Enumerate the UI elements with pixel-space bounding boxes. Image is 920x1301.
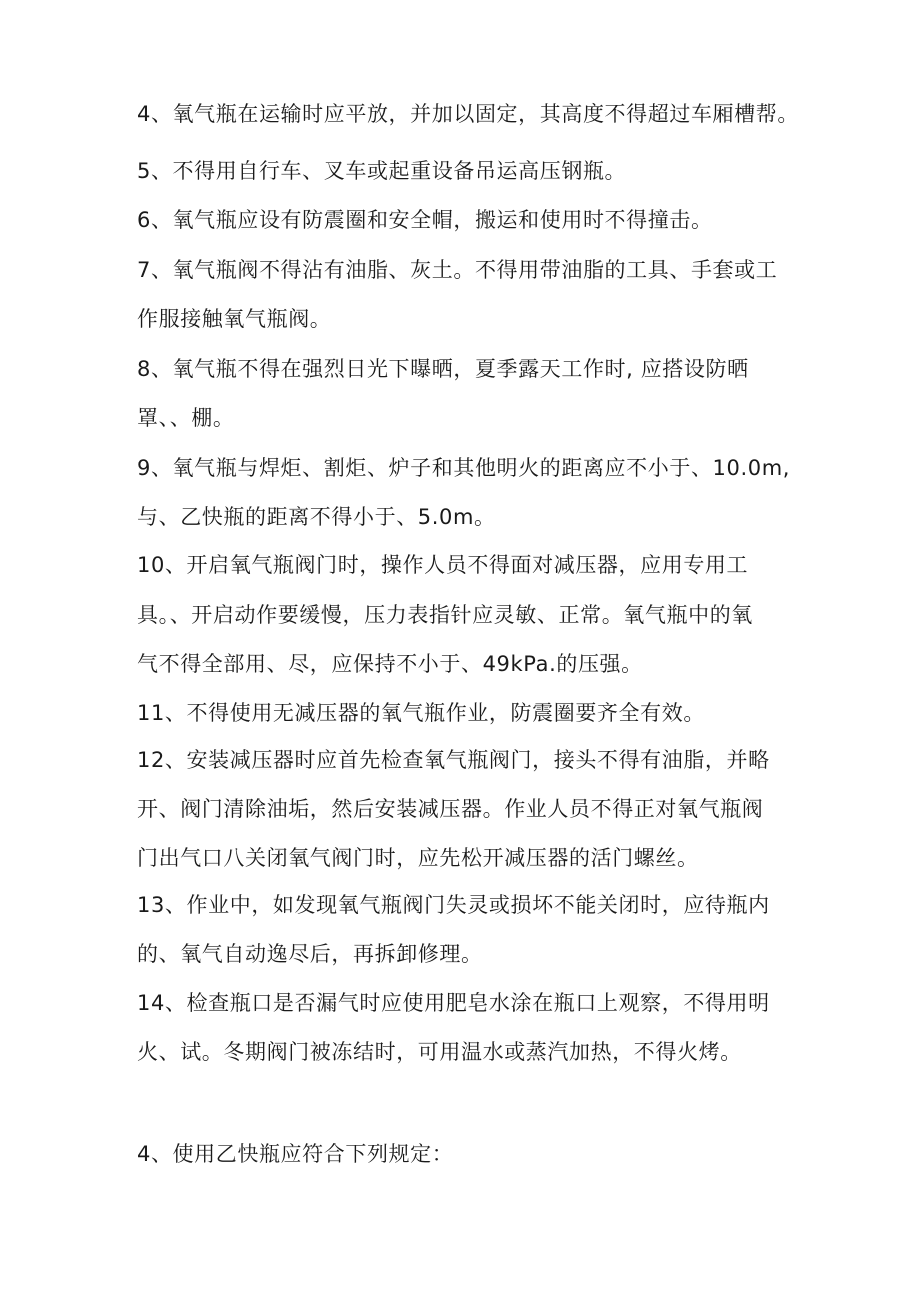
text-line-rule-14-cont: 火、试。冬期阀门被冻结时，可用温水或蒸汽加热，不得火烤。 <box>137 1040 742 1064</box>
text-line-rule-14: 14、检查瓶口是否漏气时应使用肥皂水涂在瓶口上观察，不得用明 <box>137 991 770 1015</box>
text-line-rule-9: 9、氧气瓶与焊炬、割炬、炉子和其他明火的距离应不小于、10.0m, <box>137 456 791 480</box>
text-line-rule-10-cont2: 气不得全部用、尽，应保持不小于、49kPa.的压强。 <box>137 652 643 676</box>
text-line-rule-12-cont2: 门出气口八关闭氧气阀门时，应先松开减压器的活门螺丝。 <box>137 846 699 870</box>
text-line-rule-8-cont: 罩、、棚。 <box>137 406 235 430</box>
text-line-rule-6: 6、氧气瓶应设有防震圈和安全帽，搬运和使用时不得撞击。 <box>137 208 713 232</box>
text-line-rule-7-cont: 作服接触氧气瓶阀。 <box>137 307 332 331</box>
text-line-rule-10-cont1: 具。、开启动作要缓慢，压力表指针应灵敏、正常。氧气瓶中的氧 <box>137 603 753 627</box>
text-line-rule-10: 10、开启氧气瓶阀门时，操作人员不得面对减压器，应用专用工 <box>137 553 749 577</box>
text-line-rule-13-cont: 的、氧气自动逸尽后，再拆卸修理。 <box>137 942 483 966</box>
text-line-rule-11: 11、不得使用无减压器的氧气瓶作业，防震圈要齐全有效。 <box>137 701 705 725</box>
text-line-rule-4: 4、氧气瓶在运输时应平放，并加以固定，其高度不得超过车厢槽帮。 <box>137 102 799 126</box>
text-line-rule-7: 7、氧气瓶阀不得沾有油脂、灰土。不得用带油脂的工具、手套或工 <box>137 258 778 282</box>
text-line-rule-12: 12、安装减压器时应首先检查氧气瓶阀门，接头不得有油脂，并略 <box>137 748 770 772</box>
text-line-rule-5: 5、不得用自行车、叉车或起重设备吊运高压钢瓶。 <box>137 159 627 183</box>
text-line-rule-12-cont1: 开、阀门清除油垢，然后安装减压器。作业人员不得正对氧气瓶阀 <box>137 797 764 821</box>
section-heading-acetylene: 4、使用乙快瓶应符合下列规定： <box>137 1142 454 1166</box>
text-line-rule-8: 8、氧气瓶不得在强烈日光下曝晒，夏季露天工作时, 应搭设防晒 <box>137 357 749 381</box>
text-line-rule-13: 13、作业中，如发现氧气瓶阀门失灵或损坏不能关闭时，应待瓶内 <box>137 893 770 917</box>
text-line-rule-9-cont: 与、乙快瓶的距离不得小于、5.0m。 <box>137 505 496 529</box>
